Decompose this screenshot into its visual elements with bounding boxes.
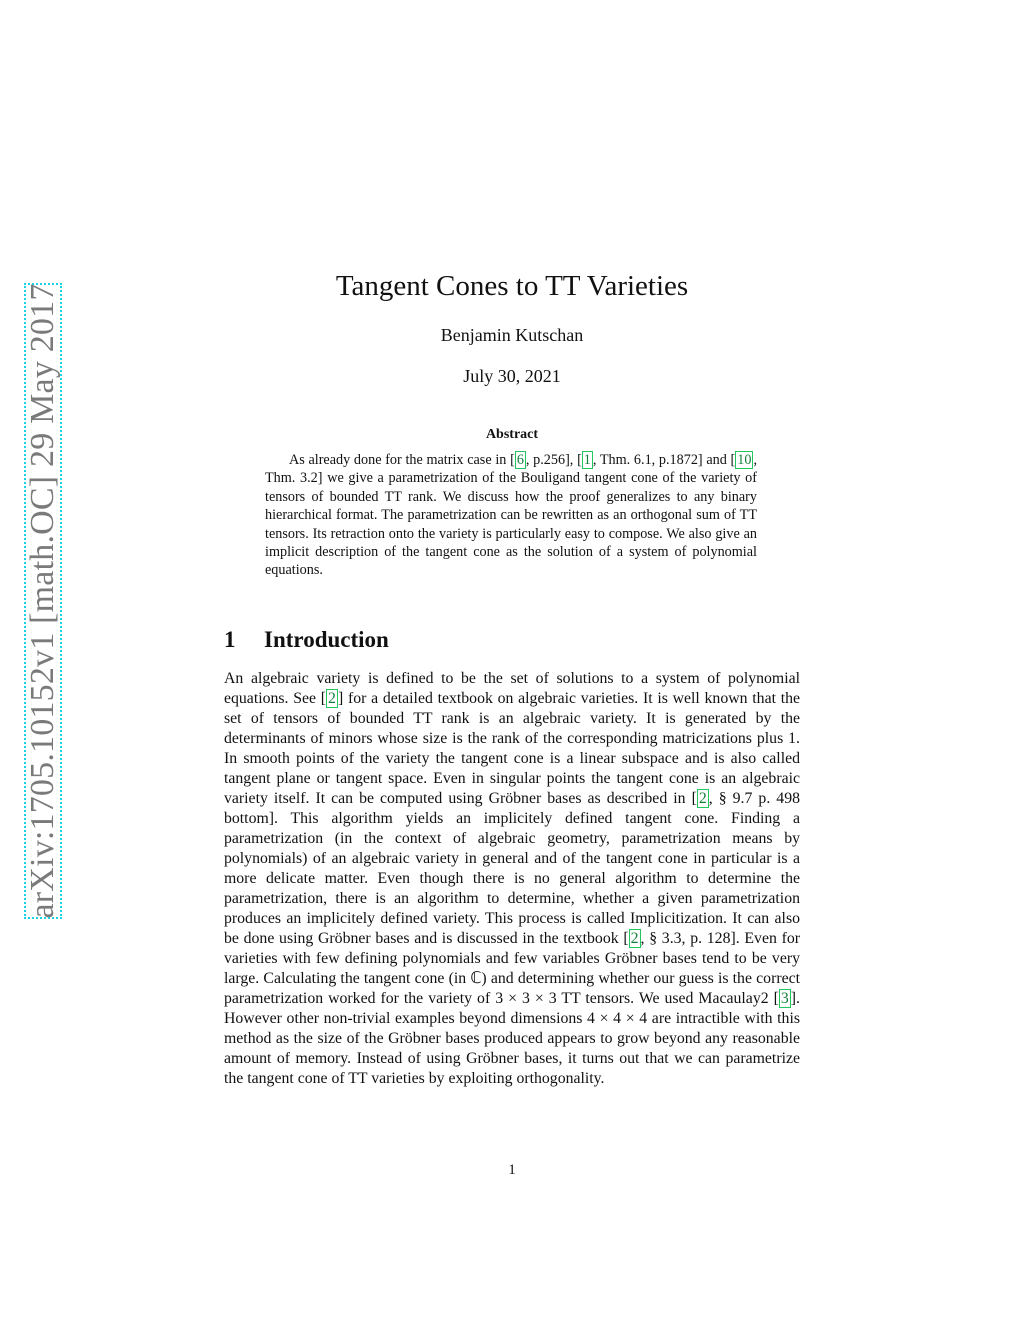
citation-link[interactable]: 1 bbox=[583, 452, 591, 468]
abstract-text: , Thm. 6.1, p.1872] and bbox=[592, 452, 731, 468]
introduction-body: An algebraic variety is defined to be the set of solutions to a system of polynomial equations. See [ 2 ] for a detailed textbook on algebraic varieties. It is well known that the set of tensors of bounded TT rank is an algebraic variety. It is generated by the determinants of minors whose size is the rank of the corresponding matricizations plus 1. In smooth points of the variety the tangent cone is a linear subspace and is also called tangent plane or tangent space. Even in singular points the tangent cone is an algebraic variety itself. It can be computed using Gröbner bases as described in [ 2 , § 9.7 p. 498 bottom]. This algorithm yields an implicitely defined tangent cone. Finding a parametrization (in the context of algebraic geometry, parametrization means by polynomials) of an algebraic variety in general and of the tangent cone in particular is a more delicate matter. Even though there is no general algorithm to determine the parametrization, there is an algorithm to determine, whether a given parametrization produces an implicitely defined variety. This process is called Implicitization. It can also be done using Gröbner bases and is discussed in the textbook [ 2 , § 3.3, p. 128]. Even for varieties with few defining polynomials and few variables Gröbner bases tend to be very large. Calculating the tangent cone (in ℂ) and determining whether our guess is the correct parametrization worked for the variety of 3 × 3 × 3 TT tensors. We used Macaulay2 [ 3 ]. However other non-trivial examples beyond dimensions 4 × 4 × 4 are intractible with this method as the size of the Gröbner bases produced appears to grow beyond any reasonable amount of memory. Instead of using Gröbner bases, it turns out that we can parametrize the tangent cone of TT varieties by exploiting orthogonality. bbox=[224, 670, 801, 1087]
abstract-body: As already done for the matrix case in [ 6 , p.256], [ 1 , Thm. 6.1, p.1872] and [ 10 , Thm. 3.2] we give a parametrization of the Bouligand tangent cone of the variety of tensors of bounded TT rank. We discuss how the proof generalizes to any binary hierarchical format. The parametrization can be rewritten as an orthogonal sum of TT tensors. Its retraction onto the variety is particularly easy to compose. We also give an implicit description of the tangent cone as the solution of a system of polynomial equations. bbox=[265, 452, 758, 579]
citation-link[interactable]: 2 bbox=[630, 930, 639, 947]
intro-text: , § 3.3, p. 128]. Even for varieties with few defining polynomials and few variables Gröbner bases tend to be very large. Calculating the tangent cone (in ℂ) and determining whether our guess is the correct parametrization worked for the variety of 3 × 3 × 3 TT tensors. We used Macaulay2 bbox=[224, 930, 801, 1007]
citation-link[interactable]: 2 bbox=[328, 690, 336, 707]
paper-title: Tangent Cones to TT Varieties bbox=[335, 270, 689, 302]
page-number: 1 bbox=[508, 1162, 516, 1178]
paper-date: July 30, 2021 bbox=[463, 366, 561, 386]
abstract-heading: Abstract bbox=[485, 427, 539, 442]
paper-author: Benjamin Kutschan bbox=[440, 325, 584, 345]
abstract-text: , Thm. 3.2] we give a parametrization of the Bouligand tangent cone of the variety of tensors of bounded TT rank. We discuss how the proof generalizes to any binary hierarchical format. The parametrization can be rewritten as an orthogonal sum of TT tensors. Its retraction onto the variety is particularly easy to compose. We also give an implicit description of the tangent cone as the solution of a system of polynomial equations. bbox=[265, 452, 758, 579]
abstract-text: As already done for the matrix case in bbox=[289, 452, 511, 468]
citation-link[interactable]: 10 bbox=[737, 452, 752, 468]
intro-text: for a detailed textbook on algebraic varieties. It is well known that the set of tensors of bounded TT rank is an algebraic variety. It is generated by the determinants of minors whose size is the rank of the corresponding matricizations plus 1. In smooth points of the variety the tangent cone is a linear subspace and is also called tangent plane or tangent space. Even in singular points the tangent cone is an algebraic variety itself. It can be computed using Gröbner bases as described in bbox=[224, 690, 800, 807]
intro-text: , § 9.7 p. 498 bottom]. This algorithm yields an implicitely defined tangent cone. Finding a parametrization (in the context of algebraic geometry, parametrization means by polynomials) of an algebraic variety in general and of the tangent cone in particular is a more delicate matter. Even though there is no general algorithm to determine the parametrization, there is an algorithm to determine, whether a given parametrization produces an implicitely defined variety. This process is called Implicitization. It can also be done using Gröbner bases and is discussed in the textbook bbox=[224, 790, 800, 947]
section-number: 1 bbox=[224, 627, 236, 652]
section-title: Introduction bbox=[264, 627, 389, 652]
intro-text: . However other non-trivial examples beyond dimensions 4 × 4 × 4 are intractible with this method as the size of the Gröbner bases produced appears to grow beyond any reasonable amount of memory. Instead of using Gröbner bases, it turns out that we can parametrize the tangent cone of TT varieties by exploiting orthogonality. bbox=[224, 990, 800, 1087]
arxiv-identifier: arXiv:1705.10152v1 [math.OC] 29 May 2017 bbox=[24, 283, 61, 919]
citation-link[interactable]: 2 bbox=[698, 790, 707, 807]
section-heading bbox=[224, 627, 389, 653]
abstract-text: , p.256], bbox=[525, 452, 578, 468]
citation-link[interactable]: 3 bbox=[780, 990, 789, 1007]
citation-link[interactable]: 6 bbox=[516, 452, 524, 468]
intro-text: An algebraic variety is defined to be the set of solutions to a system of polynomial equations. See bbox=[224, 670, 800, 707]
